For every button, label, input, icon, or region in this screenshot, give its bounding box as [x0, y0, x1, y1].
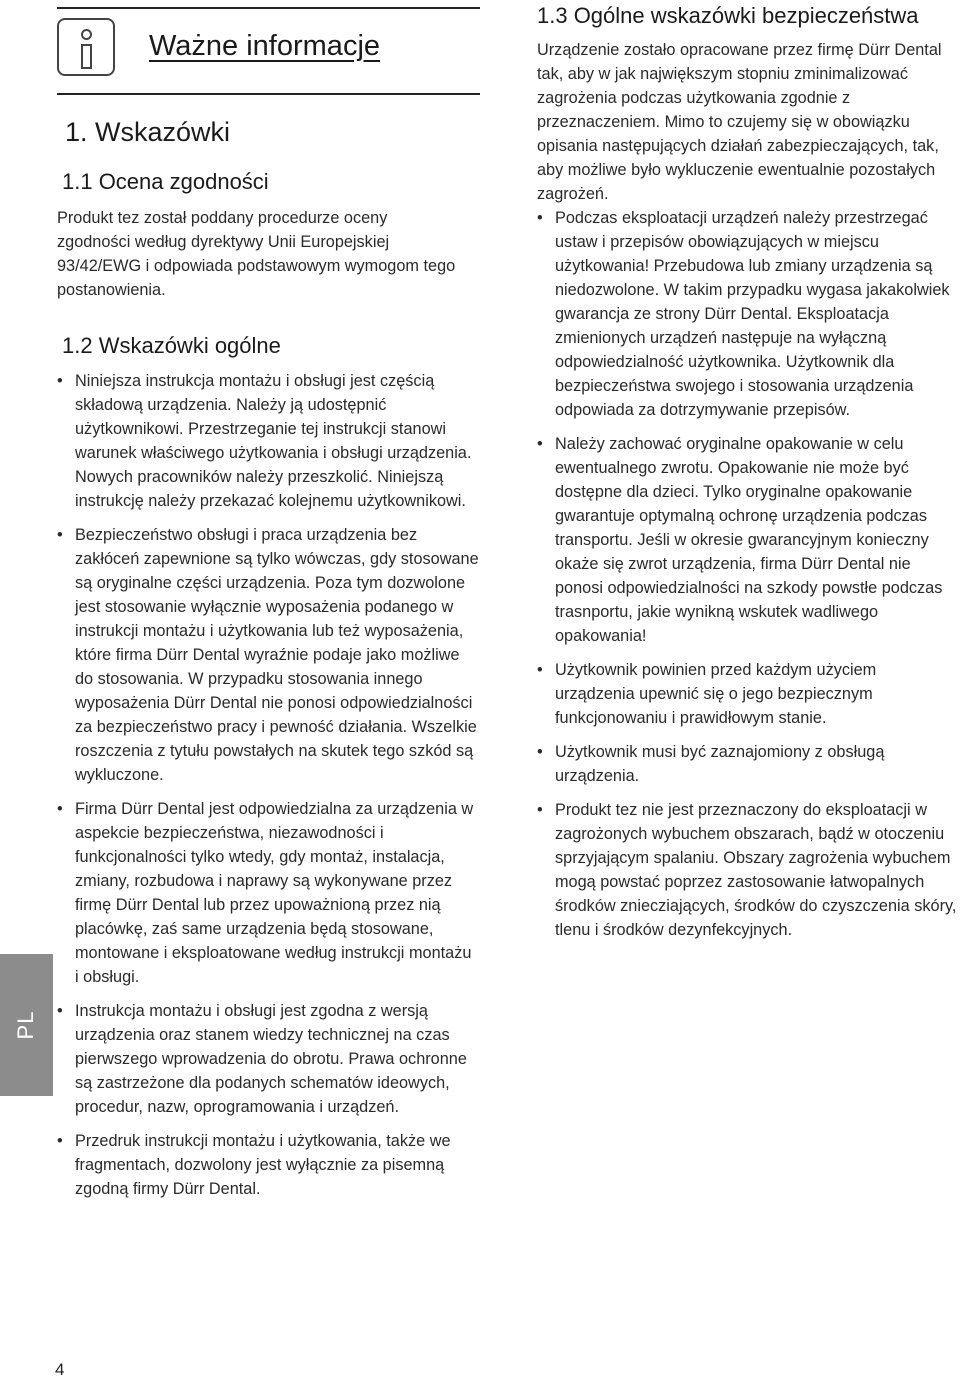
safety-notes-list [537, 206, 957, 952]
list-item: • Użytkownik musi być zaznajomiony z obsługą urządzenia. [537, 740, 957, 788]
list-item: • Podczas eksploatacji urządzeń należy przestrzegać ustaw i przepisów obowiązujących w miejscu użytkowania! Przebudowa lub zmiany urządzenia są niedozwolone. W takim przypadku wygasa jakakolwiek gwarancja ze strony Dürr Dental. Eksploatacja zmienionych urządzeń następuje na wyłączną odpowiedzialność użytkownika. Użytkownik dla bezpieczeństwa swojego i stosowania urządzenia odpowiada za dotrzymywanie przepisów. [537, 206, 957, 422]
list-item: • Instrukcja montażu i obsługi jest zgodna z wersją urządzenia oraz stanem wiedzy technicznej na czas pierwszego wprowadzenia do obrotu. Prawa ochronne są zastrzeżone dla podanych schematów ideowych, procedur, nazw, oprogramowania i urządzeń. [57, 999, 479, 1119]
list-item: • Przedruk instrukcji montażu i użytkowania, także we fragmentach, dozwolony jest wyłącznie za pisemną zgodną firmy Dürr Dental. [57, 1129, 479, 1201]
header-top-rule [57, 7, 480, 9]
list-item: • Niniejsza instrukcja montażu i obsługi jest częścią składową urządzenia. Należy ją udostępnić użytkownikowi. Przestrzeganie tej instrukcji stanowi warunek właściwego użytkowania i obsługi urządzenia. Nowych pracowników należy przeszkolić. Niniejszą instrukcję należy przekazać kolejnemu użytkownikowi. [57, 369, 479, 513]
general-notes-list [57, 369, 479, 1211]
list-item: • Użytkownik powinien przed każdym użyciem urządzenia upewnić się o jego bezpiecznym funkcjonowaniu i prawidłowym stanie. [537, 658, 957, 730]
list-item: • Produkt tez nie jest przeznaczony do eksploatacji w zagrożonych wybuchem obszarach, bądź w otoczeniu sprzyjającym spalaniu. Obszary zagrożenia wybuchem mogą powstać poprzez zastosowanie łatwopalnych środków zniecziających, środków do czyszczenia skóry, tlenu i środków dezynfekcyjnych. [537, 798, 957, 942]
language-tab [0, 954, 53, 1096]
subsection-title-1-3: 1.3 Ogólne wskazówki bezpieczeństwa [537, 3, 919, 28]
list-item: • Należy zachować oryginalne opakowanie w celu ewentualnego zwrotu. Opakowanie nie może być dostępne dla dzieci. Tylko oryginalne opakowanie gwarantuje optymalną ochronę urządzenia podczas transportu. Jeśli w okresie gwarancyjnym konieczny okaże się zwrot urządzenia, firma Dürr Dental nie ponosi odpowiedzialności na szkody powstłe podczas trasnportu, jakie wynikną wskutek wadliwego opakowania! [537, 432, 957, 648]
info-icon [57, 18, 115, 76]
language-tab-label: PL [13, 1010, 38, 1040]
section-title: 1. Wskazówki [65, 117, 231, 147]
subsection-title-1-1: 1.1 Ocena zgodności [62, 169, 269, 194]
subsection-title-1-2: 1.2 Wskazówki ogólne [62, 333, 281, 358]
conformity-paragraph: Produkt tez został poddany procedurze oceny zgodności według dyrektywy Unii Europejskiej 93/42/EWG i odpowiada podstawowym wymogom tego postanowienia. [57, 209, 456, 299]
safety-intro-paragraph: Urządzenie zostało opracowane przez firmę Dürr Dental tak, aby w jak największym stopniu zminimalizować zagrożenia podczas użytkowania zgodnie z przeznaczeniem. Mimo to czujemy się w obowiązku opisania następujących działań zabezpieczających, tak, aby możliwe było wykluczenie ewentualnie pozostałych zagrożeń. [537, 41, 942, 203]
list-item: • Bezpieczeństwo obsługi i praca urządzenia bez zakłóceń zapewnione są tylko wówczas, gdy stosowane są oryginalne części urządzenia. Poza tym dozwolone jest stosowanie wyłącznie wyposażenia podanego w instrukcji montażu i użytkowania lub też wyposażenia, które firma Dürr Dental wyraźnie podaje jako możliwe do stosowania. W przypadku stosowania innego wyposażenia Dürr Dental nie ponosi odpowiedzialności za bezpieczeństwo pracy i pewność działania. Wszelkie roszczenia z tytułu powstałych na skutek tego szkód są wykluczone. [57, 523, 479, 787]
page-title: Ważne informacje [149, 30, 381, 62]
list-item: • Firma Dürr Dental jest odpowiedzialna za urządzenia w aspekcie bezpieczeństwa, niezawodności i funkcjonalności tylko wtedy, gdy montaż, instalacja, zmiany, rozbudowa i naprawy są wykonywane przez firmę Dürr Dental lub przez upoważnioną przez nią placówkę, zaś same urządzenia będą stosowane, montowane i eksploatowane według instrukcji montażu i obsługi. [57, 797, 479, 989]
header-bottom-rule [57, 93, 480, 95]
page-number: 4 [55, 1360, 65, 1379]
